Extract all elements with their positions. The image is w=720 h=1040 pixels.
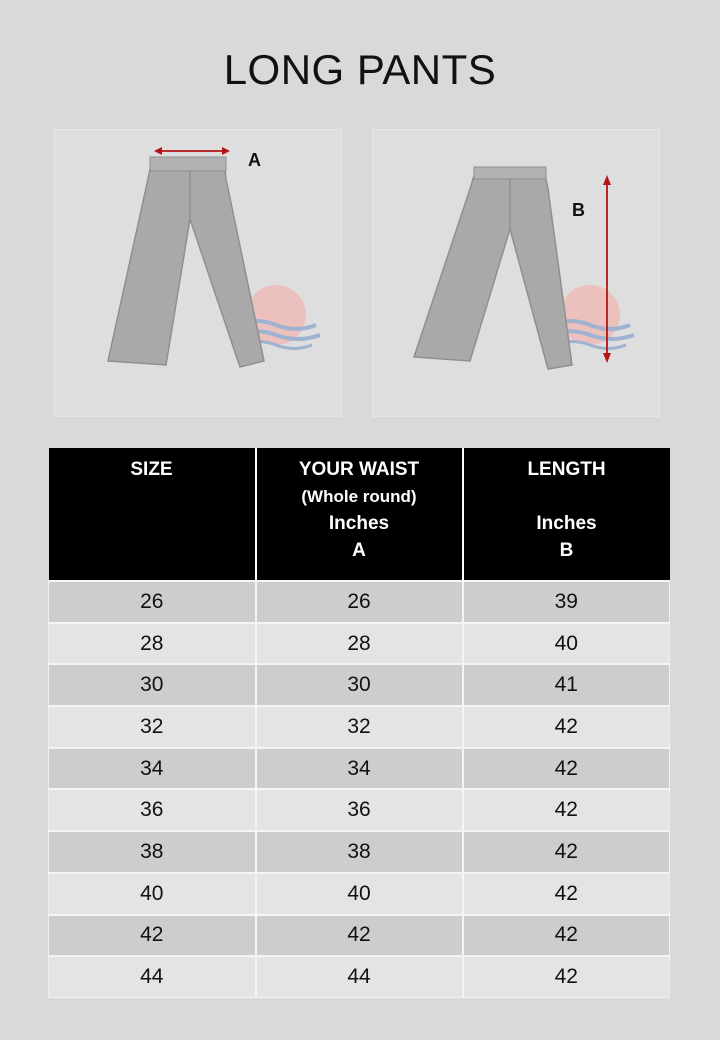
- size-cell: 40: [49, 873, 256, 915]
- waist-cell: 34: [256, 748, 463, 790]
- table-row: [49, 623, 670, 665]
- length-cell: 40: [463, 623, 670, 665]
- back-pants-illustration: [372, 129, 660, 417]
- waist-cell: 38: [256, 831, 463, 873]
- length-cell: 39: [463, 581, 670, 623]
- waist-cell: 32: [256, 706, 463, 748]
- front-pants-image: [54, 129, 342, 417]
- back-pants-image: [372, 129, 660, 417]
- table-row: [49, 915, 670, 957]
- length-cell: 42: [463, 748, 670, 790]
- table-row: [49, 956, 670, 997]
- table-row: [49, 748, 670, 790]
- size-cell: 42: [49, 915, 256, 957]
- table-row: [49, 581, 670, 623]
- header-line: (Whole round): [301, 487, 417, 506]
- waist-cell: 30: [256, 664, 463, 706]
- length-cell: 42: [463, 706, 670, 748]
- measurement-label-a: A: [248, 150, 261, 170]
- size-cell: 34: [49, 748, 256, 790]
- front-pants-illustration: [54, 129, 342, 417]
- waist-cell: 42: [256, 915, 463, 957]
- waist-arrow-icon: [154, 147, 230, 155]
- size-cell: 30: [49, 664, 256, 706]
- table-row: [49, 789, 670, 831]
- table-row: [49, 873, 670, 915]
- table-row: [49, 706, 670, 748]
- size-cell: 36: [49, 789, 256, 831]
- header-length: [463, 448, 670, 581]
- size-cell: 28: [49, 623, 256, 665]
- table-body: [49, 581, 670, 997]
- header-waist: [256, 448, 463, 581]
- length-cell: 42: [463, 915, 670, 957]
- header-line: [468, 483, 666, 510]
- size-cell: 32: [49, 706, 256, 748]
- header-line: A: [352, 540, 366, 561]
- table-header-row: [49, 448, 670, 581]
- table-row: [49, 831, 670, 873]
- size-cell: 38: [49, 831, 256, 873]
- length-cell: 41: [463, 664, 670, 706]
- page-title: LONG PANTS: [223, 46, 497, 93]
- length-cell: 42: [463, 873, 670, 915]
- length-cell: 42: [463, 831, 670, 873]
- header-line: Inches: [536, 513, 597, 534]
- measurement-label-b: B: [572, 200, 585, 220]
- waist-cell: 44: [256, 956, 463, 997]
- size-chart-table: [48, 448, 670, 998]
- waist-cell: 28: [256, 623, 463, 665]
- header-line: YOUR WAIST: [298, 459, 420, 480]
- size-cell: 44: [49, 956, 256, 997]
- header-line: SIZE: [130, 459, 173, 480]
- size-cell: 26: [49, 581, 256, 623]
- waist-cell: 26: [256, 581, 463, 623]
- header-line: LENGTH: [527, 459, 606, 480]
- header-line: Inches: [328, 513, 390, 534]
- length-cell: 42: [463, 956, 670, 997]
- length-cell: 42: [463, 789, 670, 831]
- header-line: B: [559, 540, 574, 561]
- waist-cell: 36: [256, 789, 463, 831]
- waist-cell: 40: [256, 873, 463, 915]
- table-row: [49, 664, 670, 706]
- header-size: [49, 448, 256, 581]
